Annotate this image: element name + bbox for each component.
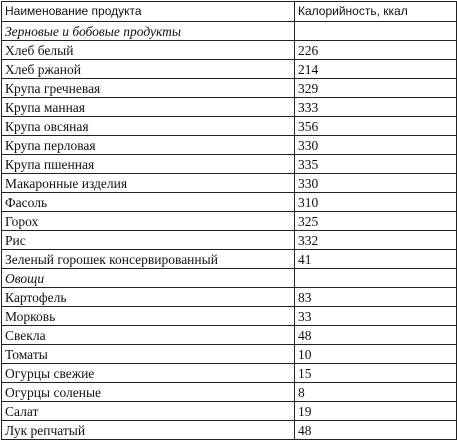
table-row bbox=[2, 60, 457, 79]
table-body bbox=[2, 22, 457, 440]
table-row bbox=[2, 345, 457, 364]
group-empty-cell bbox=[295, 269, 457, 288]
table-row bbox=[2, 79, 457, 98]
calories-cell: 48 bbox=[295, 421, 457, 440]
table-row bbox=[2, 174, 457, 193]
group-title: Зерновые и бобовые продукты bbox=[2, 22, 295, 41]
product-name-cell: Салат bbox=[2, 402, 295, 421]
table-row bbox=[2, 212, 457, 231]
product-name-cell: Зеленый горошек консервированный bbox=[2, 250, 295, 269]
table-row bbox=[2, 288, 457, 307]
group-row-vegetables bbox=[2, 269, 457, 288]
table-row bbox=[2, 421, 457, 440]
calories-cell: 8 bbox=[295, 383, 457, 402]
group-empty-cell bbox=[295, 22, 457, 41]
calories-cell: 41 bbox=[295, 250, 457, 269]
table-row bbox=[2, 155, 457, 174]
product-name-cell: Огурцы свежие bbox=[2, 364, 295, 383]
product-name-cell: Свекла bbox=[2, 326, 295, 345]
table-row bbox=[2, 117, 457, 136]
group-row-grains bbox=[2, 22, 457, 41]
calories-cell: 333 bbox=[295, 98, 457, 117]
product-name-cell: Огурцы соленые bbox=[2, 383, 295, 402]
calories-cell: 310 bbox=[295, 193, 457, 212]
table-row bbox=[2, 307, 457, 326]
product-name-cell: Горох bbox=[2, 212, 295, 231]
calorie-table bbox=[1, 1, 457, 440]
calories-cell: 10 bbox=[295, 345, 457, 364]
product-name-cell: Картофель bbox=[2, 288, 295, 307]
column-header-calories: Калорийность, ккал bbox=[295, 2, 457, 22]
column-header-product-name: Наименование продукта bbox=[2, 2, 295, 22]
product-name-cell: Хлеб белый bbox=[2, 41, 295, 60]
calories-cell: 33 bbox=[295, 307, 457, 326]
calories-cell: 325 bbox=[295, 212, 457, 231]
table-row bbox=[2, 136, 457, 155]
calories-cell: 226 bbox=[295, 41, 457, 60]
group-title: Овощи bbox=[2, 269, 295, 288]
table-row bbox=[2, 364, 457, 383]
table-row bbox=[2, 98, 457, 117]
calories-cell: 330 bbox=[295, 174, 457, 193]
table-row bbox=[2, 193, 457, 212]
product-name-cell: Рис bbox=[2, 231, 295, 250]
calories-cell: 356 bbox=[295, 117, 457, 136]
product-name-cell: Крупа гречневая bbox=[2, 79, 295, 98]
table-row bbox=[2, 326, 457, 345]
product-name-cell: Морковь bbox=[2, 307, 295, 326]
calories-cell: 19 bbox=[295, 402, 457, 421]
product-name-cell: Фасоль bbox=[2, 193, 295, 212]
product-name-cell: Хлеб ржаной bbox=[2, 60, 295, 79]
product-name-cell: Крупа перловая bbox=[2, 136, 295, 155]
calories-cell: 330 bbox=[295, 136, 457, 155]
calories-cell: 214 bbox=[295, 60, 457, 79]
product-name-cell: Крупа пшенная bbox=[2, 155, 295, 174]
table-row bbox=[2, 41, 457, 60]
product-name-cell: Макаронные изделия bbox=[2, 174, 295, 193]
table-header-row bbox=[2, 2, 457, 22]
product-name-cell: Крупа манная bbox=[2, 98, 295, 117]
calories-cell: 329 bbox=[295, 79, 457, 98]
table-row bbox=[2, 402, 457, 421]
calories-cell: 48 bbox=[295, 326, 457, 345]
product-name-cell: Крупа овсяная bbox=[2, 117, 295, 136]
product-name-cell: Лук репчатый bbox=[2, 421, 295, 440]
calories-cell: 335 bbox=[295, 155, 457, 174]
product-name-cell: Томаты bbox=[2, 345, 295, 364]
table-row bbox=[2, 250, 457, 269]
calories-cell: 332 bbox=[295, 231, 457, 250]
calories-cell: 15 bbox=[295, 364, 457, 383]
table-row bbox=[2, 383, 457, 402]
calories-cell: 83 bbox=[295, 288, 457, 307]
table-row bbox=[2, 231, 457, 250]
